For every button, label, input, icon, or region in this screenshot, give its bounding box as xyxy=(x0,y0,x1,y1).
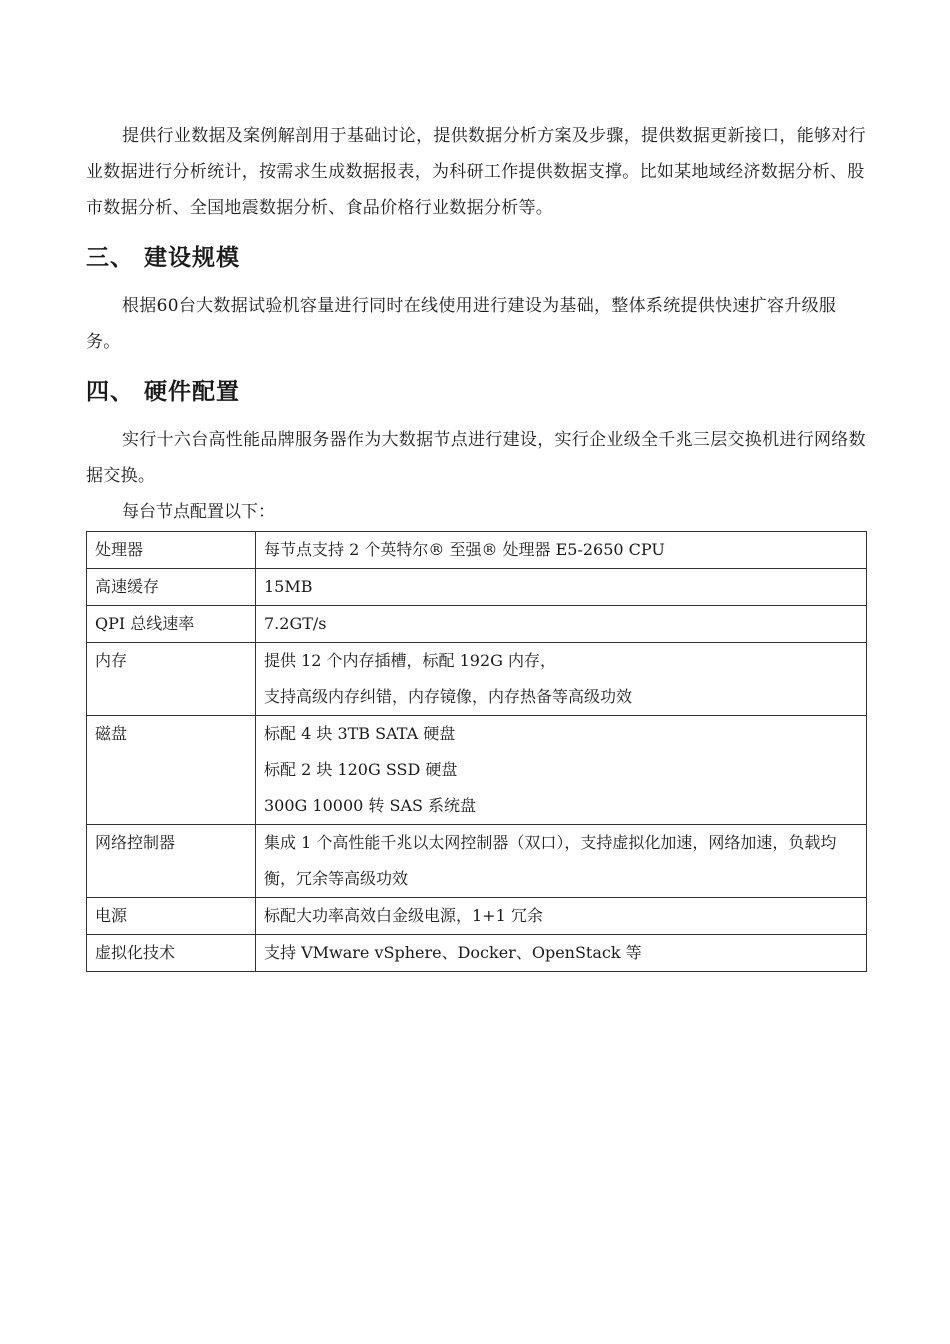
table-row xyxy=(87,643,867,716)
spec-value-line: 7.2GT/s xyxy=(264,614,327,633)
spec-value xyxy=(256,532,867,569)
spec-value-line: 支持 VMware vSphere、Docker、OpenStack 等 xyxy=(264,943,642,962)
spec-value-line: 集成 1 个高性能千兆以太网控制器（双口），支持虚拟化加速，网络加速，负载均衡，冗余等高级功效 xyxy=(264,833,837,888)
spec-value xyxy=(256,935,867,972)
document-page xyxy=(86,118,868,972)
table-row xyxy=(87,935,867,972)
spec-label: 电源 xyxy=(87,898,256,935)
spec-value-line: 15MB xyxy=(264,577,313,596)
spec-value-line: 每节点支持 2 个英特尔® 至强® 处理器 E5-2650 CPU xyxy=(264,540,665,559)
spec-value xyxy=(256,825,867,898)
table-intro: 每台节点配置以下： xyxy=(122,502,275,522)
spec-value-line: 300G 10000 转 SAS 系统盘 xyxy=(264,796,477,815)
table-row xyxy=(87,532,867,569)
spec-label: 高速缓存 xyxy=(87,569,256,606)
table-row xyxy=(87,569,867,606)
spec-value xyxy=(256,716,867,825)
section-number: 三、 xyxy=(86,245,134,271)
spec-value-line: 标配 2 块 120G SSD 硬盘 xyxy=(264,760,458,779)
section-heading-3 xyxy=(86,242,868,274)
section-title: 建设规模 xyxy=(144,245,240,271)
spec-label: 内存 xyxy=(87,643,256,716)
spec-table xyxy=(86,531,867,972)
spec-value xyxy=(256,898,867,935)
spec-label: 磁盘 xyxy=(87,716,256,825)
section-4-paragraph: 实行十六台高性能品牌服务器作为大数据节点进行建设，实行企业级全千兆三层交换机进行网络数据交换。 xyxy=(86,430,866,486)
spec-label: 网络控制器 xyxy=(87,825,256,898)
table-row xyxy=(87,898,867,935)
intro-paragraph: 提供行业数据及案例解剖用于基础讨论，提供数据分析方案及步骤，提供数据更新接口，能够对行业数据进行分析统计，按需求生成数据报表，为科研工作提供数据支撑。比如某地域经济数据分析、股市数据分析、全国地震数据分析、食品价格行业数据分析等。 xyxy=(86,126,866,218)
section-3-paragraph: 根据60台大数据试验机容量进行同时在线使用进行建设为基础，整体系统提供快速扩容升级服务。 xyxy=(86,296,837,352)
table-row xyxy=(87,825,867,898)
spec-value-line: 提供 12 个内存插槽，标配 192G 内存， xyxy=(264,651,557,670)
section-number: 四、 xyxy=(86,379,134,405)
spec-label: QPI 总线速率 xyxy=(87,606,256,643)
table-row xyxy=(87,606,867,643)
section-title: 硬件配置 xyxy=(144,379,240,405)
spec-label: 处理器 xyxy=(87,532,256,569)
spec-value xyxy=(256,606,867,643)
spec-value-line: 支持高级内存纠错，内存镜像，内存热备等高级功效 xyxy=(264,687,633,706)
spec-value-line: 标配 4 块 3TB SATA 硬盘 xyxy=(264,724,456,743)
section-heading-4 xyxy=(86,376,868,408)
spec-table-body xyxy=(87,532,867,972)
spec-value xyxy=(256,569,867,606)
spec-value xyxy=(256,643,867,716)
spec-value-line: 标配大功率高效白金级电源，1+1 冗余 xyxy=(264,906,543,925)
spec-label: 虚拟化技术 xyxy=(87,935,256,972)
table-row xyxy=(87,716,867,825)
